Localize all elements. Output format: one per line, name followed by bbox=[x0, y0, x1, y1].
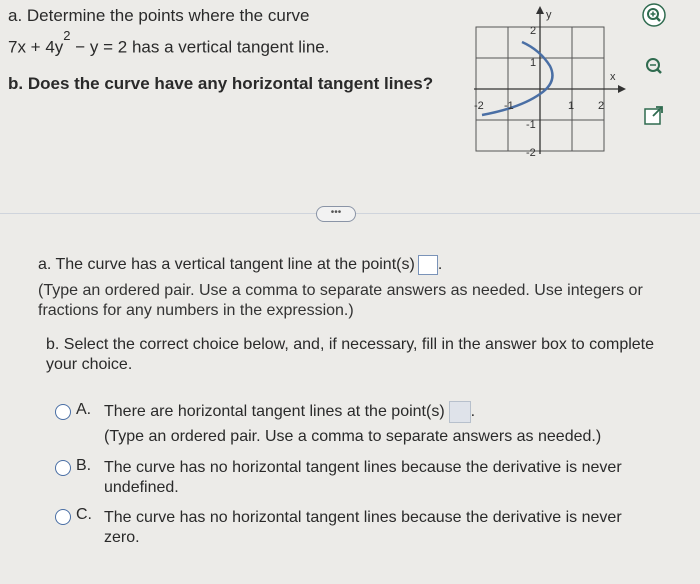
option-b-letter: B. bbox=[76, 457, 92, 474]
option-b-radio[interactable] bbox=[55, 460, 71, 476]
question-part-a: a. Determine the points where the curve bbox=[8, 6, 310, 25]
tick-x-neg1: -1 bbox=[504, 100, 514, 112]
option-c-letter: C. bbox=[76, 506, 92, 523]
tick-y-2: 2 bbox=[530, 25, 537, 37]
expand-dots-button[interactable]: ••• bbox=[316, 206, 356, 222]
option-a: There are horizontal tangent lines at the point(s) . bbox=[104, 401, 664, 423]
tick-x-neg2: -2 bbox=[474, 100, 484, 112]
option-b-text: The curve has no horizontal tangent lines because the derivative is never undefined. bbox=[104, 459, 622, 496]
option-c-text: The curve has no horizontal tangent lines because the derivative is never zero. bbox=[104, 509, 622, 546]
equation-left: 7x + 4y bbox=[8, 37, 64, 57]
zoom-out-icon[interactable] bbox=[641, 53, 667, 79]
graph-axes bbox=[474, 8, 620, 154]
x-axis-arrow bbox=[618, 85, 626, 93]
option-a-input[interactable] bbox=[449, 401, 471, 423]
x-axis-label: x bbox=[610, 71, 616, 83]
equation-exponent: 2 bbox=[63, 28, 71, 43]
y-axis-arrow bbox=[536, 6, 544, 14]
zoom-in-icon[interactable] bbox=[641, 2, 667, 28]
option-a-radio[interactable] bbox=[55, 404, 71, 420]
curve-equation bbox=[8, 28, 330, 58]
tick-y-neg1: -1 bbox=[526, 119, 536, 131]
curve-path bbox=[482, 42, 552, 115]
answer-a-text: a. The curve has a vertical tangent line at the point(s) bbox=[38, 256, 415, 274]
answer-b-prompt: b. Select the correct choice below, and, if necessary, fill in the answer box to complete your choice. bbox=[46, 336, 655, 373]
tick-x-2: 2 bbox=[598, 100, 605, 112]
answer-a-input[interactable] bbox=[418, 255, 438, 275]
question-part-b: b. Does the curve have any horizontal tangent lines? bbox=[8, 74, 434, 93]
answer-a-hint: (Type an ordered pair. Use a comma to separate answers as needed. Use integers or fractions for any numbers in the expression.) bbox=[38, 282, 643, 319]
answer-a: a. The curve has a vertical tangent line at the point(s) . bbox=[38, 256, 443, 274]
equation-right: − y = 2 has a vertical tangent line. bbox=[70, 37, 330, 57]
option-c-radio[interactable] bbox=[55, 509, 71, 525]
option-a-text: There are horizontal tangent lines at the point(s) bbox=[104, 403, 445, 421]
tick-y-neg2: -2 bbox=[526, 147, 536, 156]
popout-icon[interactable] bbox=[641, 102, 667, 128]
y-axis-label: y bbox=[546, 9, 552, 21]
option-a-hint: (Type an ordered pair. Use a comma to separate answers as needed.) bbox=[104, 428, 602, 445]
tick-y-1: 1 bbox=[530, 57, 537, 69]
tick-x-1: 1 bbox=[568, 100, 575, 112]
option-a-letter: A. bbox=[76, 401, 92, 418]
curve-graph bbox=[470, 4, 630, 156]
